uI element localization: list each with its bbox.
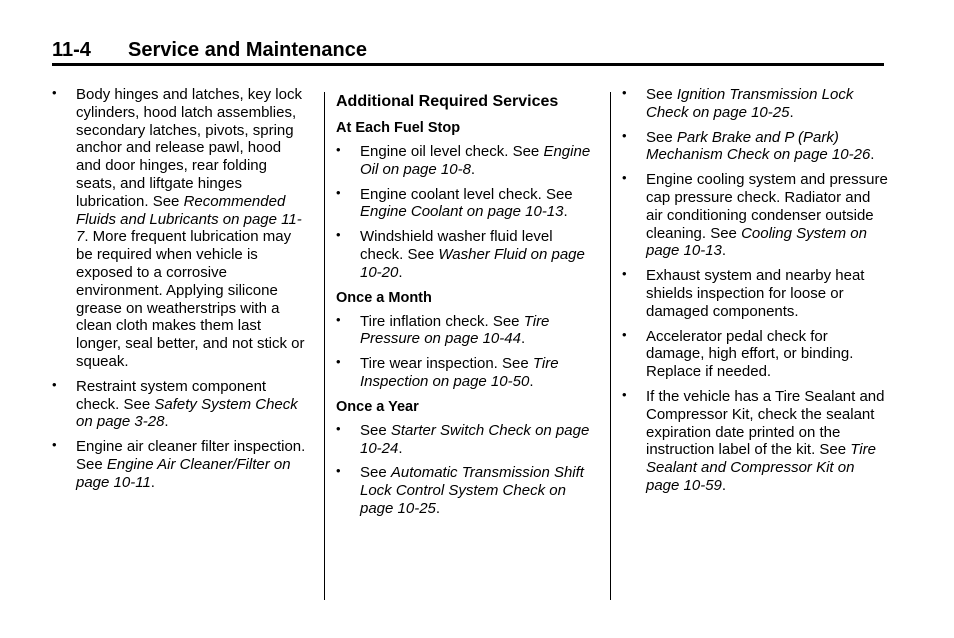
bullet-icon: • bbox=[622, 170, 627, 186]
list-item: • If the vehicle has a Tire Sealant and Compressor Kit, check the sealant expiration date printed on the instruction label of the kit. See Tire Sealant and Compressor Kit on page 10-59. bbox=[622, 386, 885, 494]
cross-reference: Safety System Check on page 3-28 bbox=[76, 395, 298, 431]
bullet-icon: • bbox=[52, 85, 57, 100]
section-title: Additional Required Services bbox=[336, 93, 559, 110]
bullet-icon: • bbox=[622, 326, 627, 342]
cross-reference: Tire Inspection on page 10-50 bbox=[360, 355, 559, 390]
bullet-icon: • bbox=[336, 311, 341, 327]
cross-reference: Cooling System on page 10-13 bbox=[646, 224, 867, 260]
cross-reference: Recommended Fluids and Lubricants on page 11-7 bbox=[76, 192, 302, 246]
header-rule bbox=[52, 63, 884, 66]
cross-reference: Tire Pressure on page 10-44 bbox=[360, 312, 550, 348]
list-item: • Windshield washer fluid level check. See Washer Fluid on page 10-20. bbox=[336, 227, 585, 281]
bullet-icon: • bbox=[336, 463, 341, 479]
list-item: • Engine cooling system and pressure cap pressure check. Radiator and air conditioning condenser outside cleaning. See Cooling System on page 10-13. bbox=[622, 170, 888, 260]
column-1 bbox=[52, 86, 310, 499]
bullet-icon: • bbox=[622, 85, 627, 100]
cross-reference: Starter Switch Check on page 10-24 bbox=[360, 421, 590, 457]
subsection-title: At Each Fuel Stop bbox=[336, 120, 461, 136]
page-title: Service and Maintenance bbox=[128, 39, 367, 61]
list-item: • Tire inflation check. See Tire Pressure on page 10-44. bbox=[336, 311, 550, 348]
list-item: • Restraint system component check. See Safety System Check on page 3-28. bbox=[52, 376, 298, 431]
cross-reference: Tire Sealant and Compressor Kit on page 10-59 bbox=[646, 441, 876, 494]
bullet-icon: • bbox=[336, 420, 341, 436]
list-item: • Accelerator pedal check for damage, high effort, or binding. Replace if needed. bbox=[622, 326, 854, 381]
list-item: • See Park Brake and P (Park) Mechanism Check on page 10-26. bbox=[622, 127, 875, 164]
bullet-list bbox=[336, 313, 598, 391]
column-divider-2 bbox=[610, 92, 611, 600]
cross-reference: Engine Oil on page 10-8 bbox=[360, 143, 591, 178]
list-item: • See Automatic Transmission Shift Lock Control System Check on page 10-25. bbox=[336, 463, 584, 517]
column-divider-1 bbox=[324, 92, 325, 600]
bullet-icon: • bbox=[622, 266, 627, 282]
list-item: • See Ignition Transmission Lock Check on page 10-25. bbox=[622, 85, 854, 121]
bullet-list bbox=[336, 422, 598, 518]
bullet-icon: • bbox=[336, 184, 341, 200]
list-item: • Exhaust system and nearby heat shields inspection for loose or damaged components. bbox=[622, 266, 865, 320]
bullet-list bbox=[622, 86, 888, 495]
page-number: 11-4 bbox=[52, 39, 91, 61]
list-item: • See Starter Switch Check on page 10-24. bbox=[336, 420, 590, 457]
bullet-list bbox=[52, 86, 310, 492]
bullet-icon: • bbox=[52, 376, 57, 392]
bullet-icon: • bbox=[336, 227, 341, 243]
bullet-icon: • bbox=[52, 437, 57, 453]
column-3 bbox=[622, 86, 888, 502]
list-item: • Engine air cleaner filter inspection. See Engine Air Cleaner/Filter on page 10-11. bbox=[52, 437, 306, 491]
cross-reference: Engine Coolant on page 10-13 bbox=[360, 203, 564, 221]
subsection-title: Once a Month bbox=[336, 289, 432, 306]
column-2 bbox=[336, 86, 598, 525]
bullet-icon: • bbox=[336, 142, 341, 157]
bullet-list bbox=[336, 143, 598, 282]
bullet-icon: • bbox=[622, 127, 627, 143]
page-header bbox=[52, 38, 884, 62]
bullet-icon: • bbox=[622, 386, 627, 402]
cross-reference: Engine Air Cleaner/Filter on page 10-11 bbox=[76, 455, 291, 491]
list-item: • Engine oil level check. See Engine Oil on page 10-8. bbox=[336, 142, 591, 178]
cross-reference: Ignition Transmission Lock Check on page 10-25 bbox=[646, 86, 854, 121]
cross-reference: Washer Fluid on page 10-20 bbox=[360, 245, 585, 281]
cross-reference: Park Brake and P (Park) Mechanism Check on page 10-26 bbox=[646, 128, 871, 164]
list-item: • Body hinges and latches, key lock cylinders, hood latch assemblies, secondary latches, pivots, spring anchor and release pawl, hood and door hinges, rear folding seats, and liftgate hinges lubrication. See Recommended Fluids and Lubricants on page 11-7. More frequent lubrication may be required when vehicle is exposed to a corrosive environment. Applying silicone grease on weatherstrips with a clean cloth makes them last longer, seal better, and not stick or squeak. bbox=[52, 85, 305, 370]
cross-reference: Automatic Transmission Shift Lock Control System Check on page 10-25 bbox=[360, 464, 584, 517]
subsection-title: Once a Year bbox=[336, 398, 419, 415]
list-item: • Engine coolant level check. See Engine Coolant on page 10-13. bbox=[336, 184, 573, 221]
bullet-icon: • bbox=[336, 354, 341, 370]
list-item: • Tire wear inspection. See Tire Inspection on page 10-50. bbox=[336, 354, 559, 390]
